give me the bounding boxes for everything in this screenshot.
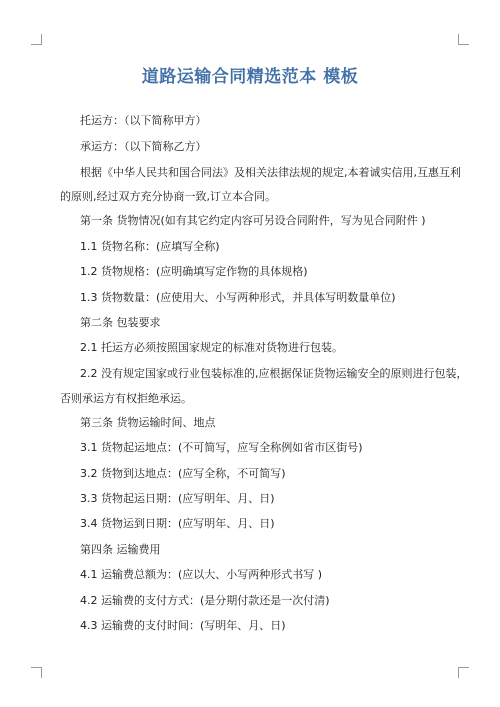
clause-3-1: 3.1 货物起运地点：(不可简写，应写全称例如省市区街号) <box>80 441 363 454</box>
clause-1-3: 1.3 货物数量：(应使用大、小写两种形式，并具体写明数量单位) <box>80 291 396 304</box>
crop-mark-bottom-right <box>458 667 469 678</box>
article-3-heading: 第三条 货物运输时间、地点 <box>80 416 216 429</box>
crop-mark-bottom-left <box>31 667 42 678</box>
paragraph-carrier: 承运方：（以下简称乙方） <box>80 140 207 153</box>
paragraph-preamble-line-2: 的原则,经过双方充分协商一致,订立本合同。 <box>60 190 276 203</box>
clause-2-2-line-1: 2.2 没有规定国家或行业包装标准的,应根据保证货物运输安全的原则进行包装， <box>80 367 468 380</box>
paragraph-shipper: 托运方：（以下简称甲方） <box>80 114 207 127</box>
article-2-heading: 第二条 包装要求 <box>80 316 161 329</box>
crop-mark-top-left <box>31 34 42 45</box>
clause-1-1: 1.1 货物名称：(应填写全称) <box>80 240 220 253</box>
clause-2-1: 2.1 托运方必须按照国家规定的标准对货物进行包装。 <box>80 341 343 354</box>
paragraph-preamble-line-1: 根据《中华人民共和国合同法》及相关法律法规的规定,本着诚实信用,互惠互利 <box>80 166 461 179</box>
article-1-heading: 第一条 货物情况(如有其它约定内容可另设合同附件，写为见合同附件 ) <box>80 214 426 227</box>
clause-3-3: 3.3 货物起运日期：(应写明年、月、日) <box>80 492 275 505</box>
document-title: 道路运输合同精选范本 模板 <box>141 67 359 87</box>
clause-1-2: 1.2 货物规格：(应明确填写定作物的具体规格) <box>80 265 308 278</box>
crop-mark-top-right <box>458 34 469 45</box>
clause-4-3: 4.3 运输费的支付时间：(写明年、月、日) <box>80 619 286 632</box>
clause-3-2: 3.2 货物到达地点：(应写全称，不可简写) <box>80 467 286 480</box>
clause-2-2-line-2: 否则承运方有权拒绝承运。 <box>60 392 192 405</box>
article-4-heading: 第四条 运输费用 <box>80 543 161 556</box>
clause-4-1: 4.1 运输费总额为：(应以大、小写两种形式书写 ) <box>80 568 323 581</box>
clause-4-2: 4.2 运输费的支付方式：(是分期付款还是一次付清) <box>80 594 330 607</box>
clause-3-4: 3.4 货物运到日期：(应写明年、月、日) <box>80 517 275 530</box>
